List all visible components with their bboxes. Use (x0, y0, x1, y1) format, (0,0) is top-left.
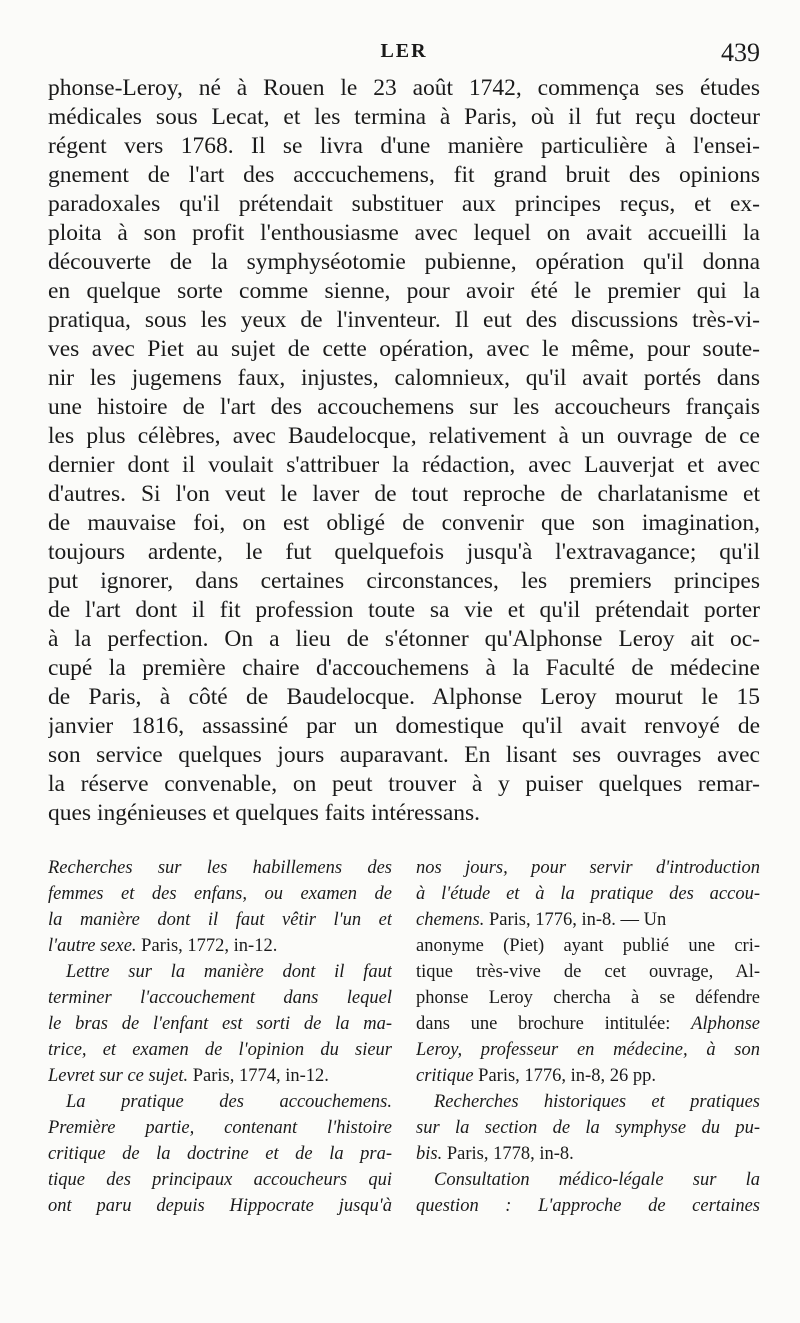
text-line: à la perfection. On a lieu de s'étonner qu'Alphonse Leroy ait oc- (48, 626, 760, 652)
title-italic: Première partie, contenant l'histoire (48, 1118, 392, 1138)
bibliography-line (416, 1167, 760, 1193)
bibliography-line (48, 881, 392, 907)
text-line: ves avec Piet au sujet de cette opération, avec le même, pour soute- (48, 336, 760, 362)
title-italic: chemens. (416, 910, 485, 930)
imprint-text: Paris, 1772, in-12. (136, 936, 278, 956)
title-italic: à l'étude et à la pratique des accou- (416, 884, 760, 904)
title-italic: Leroy, professeur en médecine, à son (416, 1040, 760, 1060)
text-line: nir les jugemens faux, injustes, calomnieux, qu'il avait portés dans (48, 365, 760, 391)
text-line: découverte de la symphyséotomie pubienne, opération qu'il donna (48, 249, 760, 275)
text-line: de Paris, à côté de Baudelocque. Alphonse Leroy mourut le 15 (48, 684, 760, 710)
text-line: de mauvaise foi, on est obligé de convenir que son imagination, (48, 510, 760, 536)
title-italic: ont paru depuis Hippocrate jusqu'à (48, 1196, 392, 1216)
imprint-text: Paris, 1778, in-8. (442, 1144, 574, 1164)
bibliography-line (48, 1115, 392, 1141)
bibliography-line (48, 1193, 392, 1219)
text-line: les plus célèbres, avec Baudelocque, relativement à un ouvrage de ce (48, 423, 760, 449)
title-italic: critique de la doctrine et de la pra- (48, 1144, 392, 1164)
text-line: gnement de l'art des acccuchemens, fit grand bruit des opinions (48, 162, 760, 188)
bibliography-left-column (48, 855, 392, 1219)
imprint-text: Paris, 1774, in-12. (188, 1066, 329, 1086)
bibliography-line (48, 933, 392, 959)
text-line: put ignorer, dans certaines circonstances, les premiers principes (48, 568, 760, 594)
text-line: ploita à son profit l'enthousiasme avec lequel on avait accueilli la (48, 220, 760, 246)
bibliography-line (48, 985, 392, 1011)
bibliography-line (48, 1037, 392, 1063)
text-line: phonse-Leroy, né à Rouen le 23 août 1742, commença ses études (48, 75, 760, 101)
bibliography-line (48, 1011, 392, 1037)
bibliography-line (416, 1141, 760, 1167)
bibliography-line (416, 1193, 760, 1219)
text-line: d'autres. Si l'on veut le laver de tout reproche de charlatanisme et (48, 481, 760, 507)
imprint-text: Paris, 1776, in-8, 26 pp. (473, 1066, 656, 1086)
bibliography-line (48, 1141, 392, 1167)
text-line: la réserve convenable, on peut trouver à y puiser quelques remar- (48, 771, 760, 797)
bibliography-line (416, 1037, 760, 1063)
bibliography-line (416, 1115, 760, 1141)
bibliography-right-column (416, 855, 760, 1219)
bibliography-line (48, 1089, 392, 1115)
bibliography-line (48, 1167, 392, 1193)
bibliography-line (416, 907, 760, 933)
text-line: pratiqua, sous les yeux de l'inventeur. Il eut des discussions très-vi- (48, 307, 760, 333)
imprint-text: phonse Leroy chercha à se défendre (416, 988, 760, 1008)
imprint-text: anonyme (Piet) ayant publié une cri- (416, 936, 760, 956)
title-italic: terminer l'accouchement dans lequel (48, 988, 392, 1008)
running-header (48, 40, 760, 70)
text-line: de l'art dont il fit profession toute sa vie et qu'il prétendait porter (48, 597, 760, 623)
text-line: une histoire de l'art des accouchemens sur les accoucheurs français (48, 394, 760, 420)
text-line: janvier 1816, assassiné par un domestique qu'il avait renvoyé de (48, 713, 760, 739)
text-line: en quelque sorte comme sienne, pour avoir été le premier qui la (48, 278, 760, 304)
bibliography-line (48, 1063, 392, 1089)
bibliography-line (416, 1063, 760, 1089)
bibliography-line (416, 1089, 760, 1115)
title-italic: Alphonse (691, 1014, 760, 1034)
bibliography-line (48, 907, 392, 933)
imprint-text: tique très-vive de cet ouvrage, Al- (416, 962, 760, 982)
text-line: ques ingénieuses et quelques faits intéressans. (48, 800, 481, 826)
text-line: médicales sous Lecat, et les termina à Paris, où il fut reçu docteur (48, 104, 760, 130)
bibliography-line (416, 1011, 760, 1037)
text-line: régent vers 1768. Il se livra d'une manière particulière à l'ensei- (48, 133, 760, 159)
bibliography-line (416, 959, 760, 985)
title-italic: question : L'approche de certaines (416, 1196, 760, 1216)
imprint-text: dans une brochure intitulée: (416, 1014, 692, 1034)
title-italic: Levret sur ce sujet. (48, 1066, 189, 1086)
bibliography-line (416, 933, 760, 959)
bibliography-line (48, 855, 392, 881)
text-line: son service quelques jours auparavant. En lisant ses ouvrages avec (48, 742, 760, 768)
text-line: cupé la première chaire d'accouchemens à la Faculté de médecine (48, 655, 760, 681)
running-title: LER (380, 40, 428, 62)
text-line: dernier dont il voulait s'attribuer la rédaction, avec Lauverjat et avec (48, 452, 760, 478)
imprint-text: Paris, 1776, in-8. — Un (484, 910, 667, 930)
title-italic: critique (416, 1066, 474, 1086)
title-italic: bis. (416, 1144, 443, 1164)
bibliography-columns (48, 855, 760, 1235)
text-line: toujours ardente, le fut quelquefois jusqu'à l'extravagance; qu'il (48, 539, 760, 565)
title-italic: La pratique des accouchemens. (66, 1092, 392, 1112)
title-italic: nos jours, pour servir d'introduction (416, 858, 760, 878)
bibliography-line (48, 959, 392, 985)
title-italic: sur la section de la symphyse du pu- (416, 1118, 760, 1138)
main-text (48, 74, 760, 828)
bibliography-line (416, 855, 760, 881)
page-number: 439 (721, 38, 760, 67)
title-italic: Lettre sur la manière dont il faut (66, 962, 392, 982)
title-italic: Recherches historiques et pratiques (434, 1092, 760, 1112)
title-italic: l'autre sexe. (48, 936, 137, 956)
title-italic: le bras de l'enfant est sorti de la ma- (48, 1014, 392, 1034)
title-italic: femmes et des enfans, ou examen de (48, 884, 392, 904)
text-line: paradoxales qu'il prétendait substituer aux principes reçus, et ex- (48, 191, 760, 217)
title-italic: Recherches sur les habillemens des (48, 858, 392, 878)
title-italic: tique des principaux accoucheurs qui (48, 1170, 392, 1190)
bibliography-line (416, 881, 760, 907)
title-italic: la manière dont il faut vêtir l'un et (48, 910, 392, 930)
title-italic: Consultation médico-légale sur la (434, 1170, 760, 1190)
bibliography-line (416, 985, 760, 1011)
title-italic: trice, et examen de l'opinion du sieur (48, 1040, 392, 1060)
